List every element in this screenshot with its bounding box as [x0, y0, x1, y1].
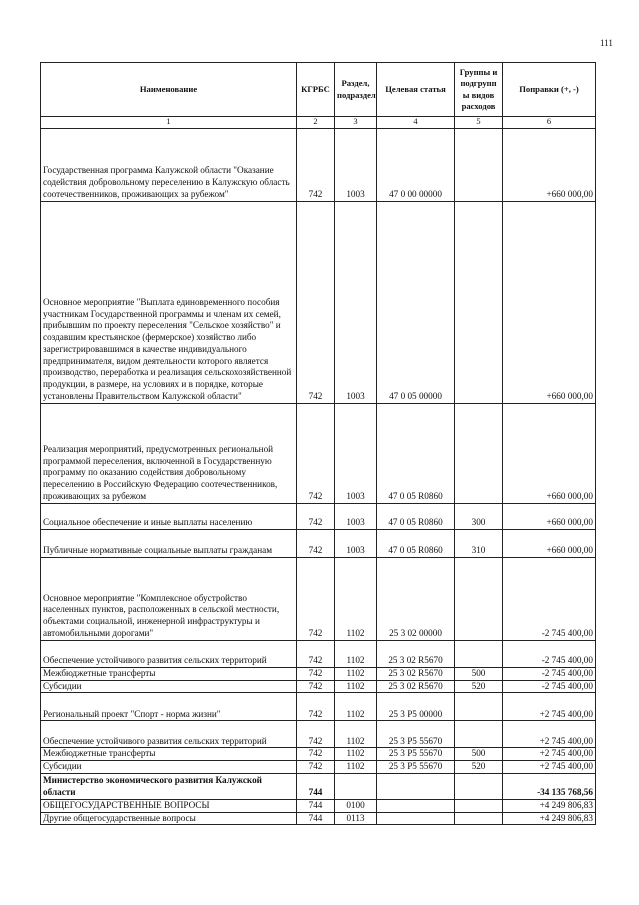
row-amount: +660 000,00	[503, 128, 596, 201]
table-row	[41, 721, 596, 748]
row-target: 47 0 05 R0860	[377, 503, 455, 529]
row-target	[377, 799, 455, 812]
row-group	[455, 773, 503, 799]
header-target: Целевая статья	[377, 63, 455, 117]
table-row	[41, 761, 596, 774]
row-name: Публичные нормативные социальные выплаты гражданам	[41, 529, 297, 557]
row-group	[455, 812, 503, 825]
page-number: 111	[600, 38, 613, 48]
table-row	[41, 503, 596, 529]
header-name: Наименование	[41, 63, 297, 117]
row-kgrbs: 742	[297, 761, 335, 774]
row-amount: -2 745 400,00	[503, 557, 596, 640]
row-amount: +4 249 806,83	[503, 812, 596, 825]
column-number: 6	[503, 117, 596, 129]
row-section: 1102	[335, 721, 377, 748]
row-amount: +2 745 400,00	[503, 761, 596, 774]
table-row	[41, 693, 596, 721]
header-groups: Группы и подгрупп ы видов расходов	[455, 63, 503, 117]
row-amount: +660 000,00	[503, 529, 596, 557]
row-amount: -2 745 400,00	[503, 640, 596, 667]
row-target	[377, 773, 455, 799]
row-target: 47 0 05 R0860	[377, 529, 455, 557]
row-section: 1102	[335, 761, 377, 774]
row-kgrbs: 742	[297, 128, 335, 201]
row-kgrbs: 742	[297, 529, 335, 557]
row-amount: +2 745 400,00	[503, 721, 596, 748]
row-group: 500	[455, 667, 503, 680]
row-amount: +660 000,00	[503, 201, 596, 403]
table-row	[41, 403, 596, 503]
row-group	[455, 640, 503, 667]
row-section: 1102	[335, 557, 377, 640]
column-number: 5	[455, 117, 503, 129]
row-target: 47 0 05 00000	[377, 201, 455, 403]
table-row	[41, 128, 596, 201]
budget-amendments-table	[40, 62, 596, 825]
row-name: Другие общегосударственные вопросы	[41, 812, 297, 825]
row-target	[377, 812, 455, 825]
row-name: Субсидии	[41, 761, 297, 774]
row-group	[455, 693, 503, 721]
row-target: 47 0 00 00000	[377, 128, 455, 201]
row-kgrbs: 742	[297, 557, 335, 640]
row-section	[335, 773, 377, 799]
row-group	[455, 799, 503, 812]
row-name: Обеспечение устойчивого развития сельских территорий	[41, 640, 297, 667]
column-number: 2	[297, 117, 335, 129]
header-section: Раздел, подраздел	[335, 63, 377, 117]
row-kgrbs: 742	[297, 680, 335, 693]
row-group: 300	[455, 503, 503, 529]
row-section: 1102	[335, 748, 377, 761]
row-kgrbs: 742	[297, 201, 335, 403]
row-name: Субсидии	[41, 680, 297, 693]
row-amount: +660 000,00	[503, 403, 596, 503]
column-number: 3	[335, 117, 377, 129]
row-kgrbs: 742	[297, 403, 335, 503]
row-group: 310	[455, 529, 503, 557]
table-row	[41, 799, 596, 812]
row-group: 520	[455, 680, 503, 693]
row-amount: +660 000,00	[503, 503, 596, 529]
row-group: 520	[455, 761, 503, 774]
row-name: Региональный проект "Спорт - норма жизни"	[41, 693, 297, 721]
row-target: 25 3 02 R5670	[377, 640, 455, 667]
row-target: 25 3 P5 55670	[377, 721, 455, 748]
row-target: 25 3 02 00000	[377, 557, 455, 640]
row-kgrbs: 742	[297, 503, 335, 529]
row-amount: -2 745 400,00	[503, 680, 596, 693]
row-name: Социальное обеспечение и иные выплаты населению	[41, 503, 297, 529]
table-row	[41, 557, 596, 640]
row-name: Основное мероприятие "Выплата единовременного пособия участникам Государственной программы и членам их семей, прибывшим по проекту переселения "Сельское хозяйство" и создавшим крестьянское (фермерское) хозяйство либо зарегистрировавшимся в качестве индивидуального предпринимателя, видом деятельности которого является производство, переработка и реализация сельскохозяйственной продукции, в размере, на условиях и в порядке, которые установлены Правительством Калужской области"	[41, 201, 297, 403]
row-section: 1102	[335, 693, 377, 721]
row-amount: -34 135 768,56	[503, 773, 596, 799]
row-kgrbs: 742	[297, 693, 335, 721]
row-amount: -2 745 400,00	[503, 667, 596, 680]
row-kgrbs: 742	[297, 721, 335, 748]
row-section: 1003	[335, 403, 377, 503]
table-row	[41, 640, 596, 667]
row-name: Государственная программа Калужской области "Оказание содействия добровольному переселению в Калужскую область соотечественников, проживающих за рубежом"	[41, 128, 297, 201]
row-section: 1102	[335, 640, 377, 667]
row-section: 1003	[335, 529, 377, 557]
row-group	[455, 557, 503, 640]
row-section: 1003	[335, 201, 377, 403]
column-number: 1	[41, 117, 297, 129]
row-amount: +4 249 806,83	[503, 799, 596, 812]
row-kgrbs: 744	[297, 799, 335, 812]
row-target: 25 3 P5 55670	[377, 748, 455, 761]
row-target: 25 3 P5 55670	[377, 761, 455, 774]
row-amount: +2 745 400,00	[503, 693, 596, 721]
row-name: Основное мероприятие "Комплексное обустройство населенных пунктов, расположенных в сельской местности, объектами социальной, инженерной инфраструктуры и автомобильными дорогами"	[41, 557, 297, 640]
table-row	[41, 812, 596, 825]
header-kgrbs: КГРБС	[297, 63, 335, 117]
row-kgrbs: 744	[297, 812, 335, 825]
row-target: 25 3 02 R5670	[377, 667, 455, 680]
row-section: 1003	[335, 128, 377, 201]
row-amount: +2 745 400,00	[503, 748, 596, 761]
row-section: 0113	[335, 812, 377, 825]
column-number: 4	[377, 117, 455, 129]
row-name: ОБЩЕГОСУДАРСТВЕННЫЕ ВОПРОСЫ	[41, 799, 297, 812]
table-row	[41, 201, 596, 403]
table-row	[41, 773, 596, 799]
table-row	[41, 680, 596, 693]
row-target: 47 0 05 R0860	[377, 403, 455, 503]
row-target: 25 3 02 R5670	[377, 680, 455, 693]
row-group	[455, 128, 503, 201]
row-kgrbs: 742	[297, 640, 335, 667]
row-group: 500	[455, 748, 503, 761]
table-row	[41, 667, 596, 680]
table-row	[41, 748, 596, 761]
row-kgrbs: 742	[297, 667, 335, 680]
row-name: Межбюджетные трансферты	[41, 748, 297, 761]
row-name: Реализация мероприятий, предусмотренных региональной программой переселения, включенной в Государственную программу по оказанию содействия добровольному переселению в Российскую Федерацию соотечественников, проживающих за рубежом	[41, 403, 297, 503]
table-row	[41, 529, 596, 557]
row-name: Министерство экономического развития Калужской области	[41, 773, 297, 799]
row-group	[455, 721, 503, 748]
row-name: Межбюджетные трансферты	[41, 667, 297, 680]
row-section: 0100	[335, 799, 377, 812]
row-section: 1102	[335, 680, 377, 693]
row-kgrbs: 742	[297, 748, 335, 761]
row-kgrbs: 744	[297, 773, 335, 799]
row-target: 25 3 P5 00000	[377, 693, 455, 721]
row-group	[455, 403, 503, 503]
row-group	[455, 201, 503, 403]
header-amendments: Поправки (+, -)	[503, 63, 596, 117]
row-name: Обеспечение устойчивого развития сельских территорий	[41, 721, 297, 748]
row-section: 1003	[335, 503, 377, 529]
row-section: 1102	[335, 667, 377, 680]
